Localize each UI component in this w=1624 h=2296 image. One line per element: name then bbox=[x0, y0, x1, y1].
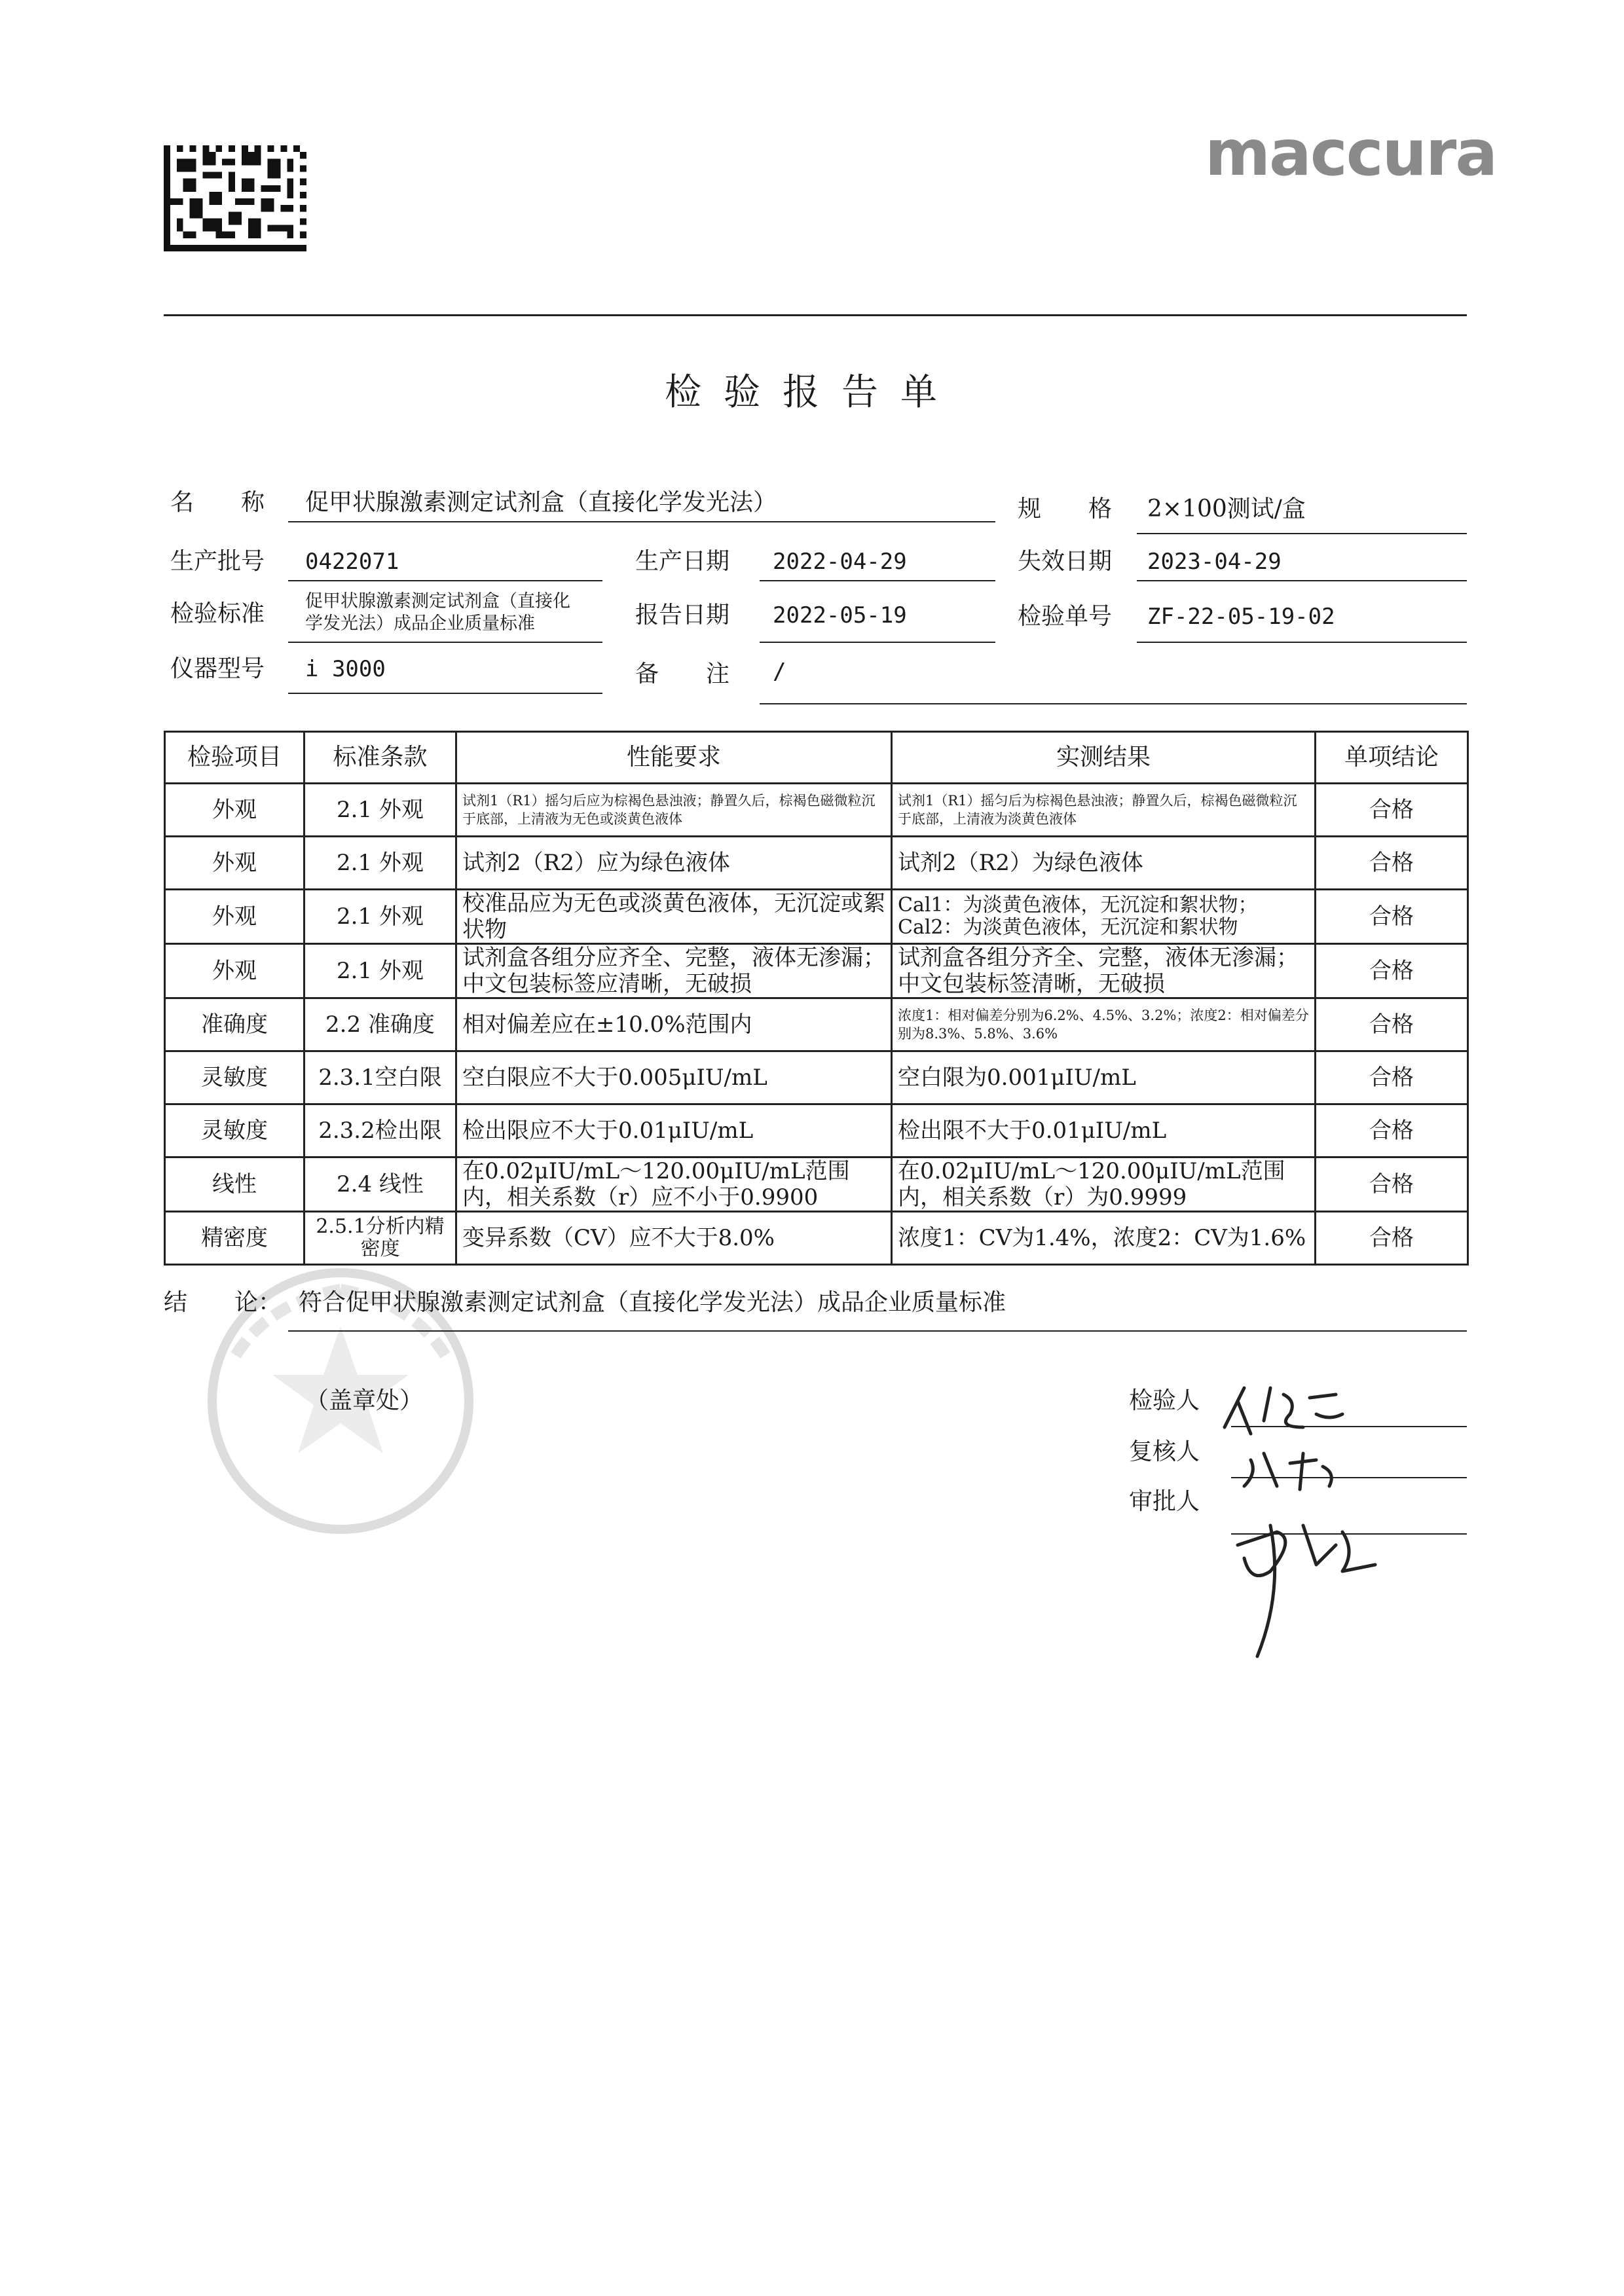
prod-date-value: 2022-04-29 bbox=[773, 549, 907, 575]
cell-requirement: 在0.02μIU/mL～120.00μIU/mL范围内，相关系数（r）应不小于0.9900 bbox=[456, 1157, 892, 1212]
cell-result: 在0.02μIU/mL～120.00μIU/mL范围内，相关系数（r）为0.9999 bbox=[892, 1157, 1316, 1212]
cell-requirement: 空白限应不大于0.005μIU/mL bbox=[456, 1051, 892, 1104]
cell-requirement: 检出限应不大于0.01μIU/mL bbox=[456, 1104, 892, 1157]
cell-item: 外观 bbox=[165, 837, 304, 890]
cell-requirement: 变异系数（CV）应不大于8.0% bbox=[456, 1212, 892, 1265]
cell-clause: 2.3.2检出限 bbox=[304, 1104, 456, 1157]
conclusion-underline bbox=[288, 1330, 1467, 1332]
cell-clause: 2.1 外观 bbox=[304, 784, 456, 837]
qr-code bbox=[164, 145, 306, 251]
name-value: 促甲状腺激素测定试剂盒（直接化学发光法） bbox=[305, 489, 777, 516]
header-rule bbox=[164, 314, 1467, 316]
instrument-label: 仪器型号 bbox=[170, 655, 265, 682]
cell-conclusion: 合格 bbox=[1316, 1157, 1468, 1212]
cell-item: 线性 bbox=[165, 1157, 304, 1212]
cell-conclusion: 合格 bbox=[1316, 1104, 1468, 1157]
cell-requirement: 试剂1（R1）摇匀后应为棕褐色悬浊液；静置久后，棕褐色磁微粒沉于底部，上清液为无色或淡黄色液体 bbox=[456, 784, 892, 837]
col-header-requirement: 性能要求 bbox=[456, 732, 892, 784]
cell-result: 浓度1：CV为1.4%，浓度2：CV为1.6% bbox=[892, 1212, 1316, 1265]
stamp-placeholder: （盖章处） bbox=[305, 1387, 424, 1414]
cell-conclusion: 合格 bbox=[1316, 1051, 1468, 1104]
remark-value: / bbox=[773, 659, 786, 685]
report-no-value: ZF-22-05-19-02 bbox=[1147, 604, 1335, 630]
table-row bbox=[165, 784, 1468, 837]
table-row bbox=[165, 1157, 1468, 1212]
cell-conclusion: 合格 bbox=[1316, 998, 1468, 1051]
col-header-clause: 标准条款 bbox=[304, 732, 456, 784]
cell-result: 试剂1（R1）摇匀后为棕褐色悬浊液；静置久后，棕褐色磁微粒沉于底部，上清液为淡黄色液体 bbox=[892, 784, 1316, 837]
batch-value: 0422071 bbox=[305, 549, 399, 575]
cell-clause: 2.3.1空白限 bbox=[304, 1051, 456, 1104]
cell-conclusion: 合格 bbox=[1316, 837, 1468, 890]
cell-item: 精密度 bbox=[165, 1212, 304, 1265]
cell-result: 检出限不大于0.01μIU/mL bbox=[892, 1104, 1316, 1157]
cell-requirement: 试剂盒各组分应齐全、完整，液体无渗漏；中文包装标签应清晰，无破损 bbox=[456, 944, 892, 998]
cell-conclusion: 合格 bbox=[1316, 784, 1468, 837]
cell-item: 准确度 bbox=[165, 998, 304, 1051]
batch-underline bbox=[288, 580, 602, 581]
table-row bbox=[165, 837, 1468, 890]
expiry-value: 2023-04-29 bbox=[1147, 549, 1282, 575]
expiry-underline bbox=[1137, 580, 1467, 581]
batch-label: 生产批号 bbox=[170, 548, 265, 575]
spec-value: 2×100测试/盒 bbox=[1147, 496, 1306, 522]
spec-label: 规 格 bbox=[1018, 496, 1113, 522]
table-row bbox=[165, 1212, 1468, 1265]
remark-underline bbox=[760, 703, 1467, 704]
approver-label: 审批人 bbox=[1129, 1488, 1200, 1515]
cell-item: 外观 bbox=[165, 890, 304, 944]
cell-result: 空白限为0.001μIU/mL bbox=[892, 1051, 1316, 1104]
cell-clause: 2.4 线性 bbox=[304, 1157, 456, 1212]
cell-item: 灵敏度 bbox=[165, 1051, 304, 1104]
report-date-underline bbox=[760, 642, 995, 643]
prod-date-label: 生产日期 bbox=[635, 548, 730, 575]
conclusion-text: 符合促甲状腺激素测定试剂盒（直接化学发光法）成品企业质量标准 bbox=[299, 1289, 1006, 1316]
name-underline bbox=[288, 521, 995, 522]
remark-label: 备 注 bbox=[635, 661, 730, 687]
cell-clause: 2.1 外观 bbox=[304, 890, 456, 944]
table-row bbox=[165, 1104, 1468, 1157]
table-row bbox=[165, 890, 1468, 944]
standard-value-line1: 促甲状腺激素测定试剂盒（直接化 bbox=[305, 591, 570, 611]
handwritten-signatures bbox=[1205, 1375, 1454, 1683]
cell-result: 试剂盒各组分齐全、完整，液体无渗漏；中文包装标签清晰，无破损 bbox=[892, 944, 1316, 998]
cell-requirement: 试剂2（R2）应为绿色液体 bbox=[456, 837, 892, 890]
cell-clause: 2.1 外观 bbox=[304, 837, 456, 890]
prod-date-underline bbox=[760, 580, 995, 581]
col-header-result: 实测结果 bbox=[892, 732, 1316, 784]
spec-underline bbox=[1137, 533, 1467, 534]
name-label: 名 称 bbox=[170, 489, 265, 516]
report-date-value: 2022-05-19 bbox=[773, 602, 907, 629]
col-header-item: 检验项目 bbox=[165, 732, 304, 784]
standard-value-line2: 学发光法）成品企业质量标准 bbox=[305, 613, 535, 634]
standard-label: 检验标准 bbox=[170, 600, 265, 627]
expiry-label: 失效日期 bbox=[1018, 548, 1113, 575]
cell-conclusion: 合格 bbox=[1316, 1212, 1468, 1265]
inspection-table bbox=[164, 731, 1469, 1266]
standard-underline bbox=[288, 642, 602, 643]
brand-logo: maccura bbox=[1205, 117, 1497, 190]
instrument-underline bbox=[288, 693, 602, 694]
instrument-value: i 3000 bbox=[305, 656, 386, 682]
table-header-row bbox=[165, 732, 1468, 784]
inspector-label: 检验人 bbox=[1129, 1387, 1200, 1414]
reviewer-label: 复核人 bbox=[1129, 1438, 1200, 1465]
cell-item: 外观 bbox=[165, 944, 304, 998]
table-row bbox=[165, 998, 1468, 1051]
cell-item: 外观 bbox=[165, 784, 304, 837]
cell-clause: 2.2 准确度 bbox=[304, 998, 456, 1051]
report-no-label: 检验单号 bbox=[1018, 603, 1113, 630]
cell-clause: 2.5.1分析内精密度 bbox=[304, 1212, 456, 1265]
cell-item: 灵敏度 bbox=[165, 1104, 304, 1157]
table-row bbox=[165, 1051, 1468, 1104]
cell-result: 浓度1：相对偏差分别为6.2%、4.5%、3.2%；浓度2：相对偏差分别为8.3%、5.8%、3.6% bbox=[892, 998, 1316, 1051]
report-no-underline bbox=[1137, 642, 1467, 643]
page-title: 检验报告单 bbox=[665, 371, 959, 414]
cell-conclusion: 合格 bbox=[1316, 944, 1468, 998]
cell-requirement: 相对偏差应在±10.0%范围内 bbox=[456, 998, 892, 1051]
cell-result: Cal1：为淡黄色液体，无沉淀和絮状物；Cal2：为淡黄色液体，无沉淀和絮状物 bbox=[892, 890, 1316, 944]
cell-requirement: 校准品应为无色或淡黄色液体，无沉淀或絮状物 bbox=[456, 890, 892, 944]
cell-clause: 2.1 外观 bbox=[304, 944, 456, 998]
cell-conclusion: 合格 bbox=[1316, 890, 1468, 944]
conclusion-label: 结 论： bbox=[164, 1289, 282, 1316]
cell-result: 试剂2（R2）为绿色液体 bbox=[892, 837, 1316, 890]
col-header-conclusion: 单项结论 bbox=[1316, 732, 1468, 784]
table-row bbox=[165, 944, 1468, 998]
report-date-label: 报告日期 bbox=[635, 602, 730, 629]
